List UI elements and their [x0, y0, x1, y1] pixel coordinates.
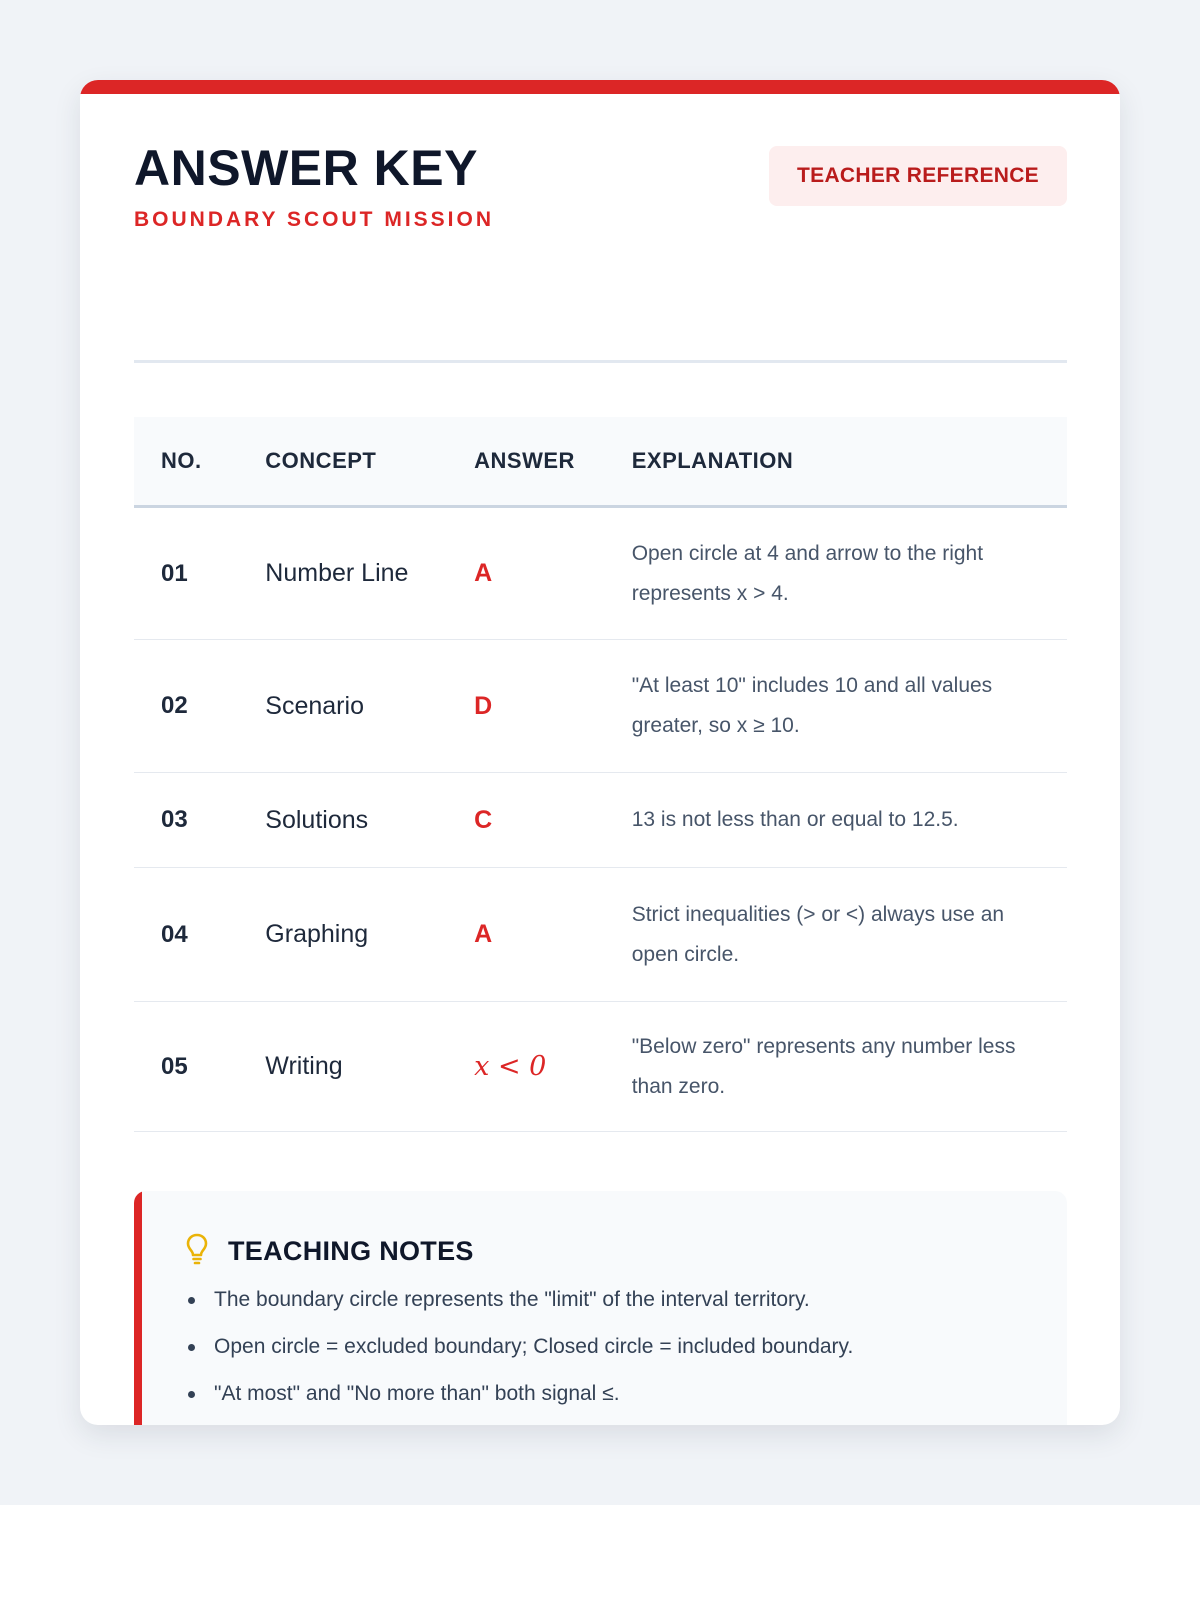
- row-answer: x < 0: [474, 1002, 632, 1132]
- card-header: [134, 134, 1067, 262]
- notes-accent-bar: [134, 1191, 142, 1425]
- note-text: The boundary circle represents the "limit" of the interval territory.: [214, 1288, 810, 1311]
- notes-header: [184, 1231, 474, 1271]
- column-header-concept: CONCEPT: [265, 417, 474, 507]
- teacher-reference-badge: TEACHER REFERENCE: [769, 146, 1067, 206]
- note-text: Open circle = excluded boundary; Closed circle = included boundary.: [214, 1335, 854, 1358]
- bullet-icon: [188, 1391, 195, 1398]
- table-row: [134, 507, 1067, 640]
- notes-list: [182, 1283, 853, 1424]
- row-concept: Number Line: [265, 507, 474, 640]
- table-header-row: [134, 417, 1067, 507]
- card-accent-bar: [80, 80, 1120, 94]
- row-explanation: Open circle at 4 and arrow to the right represents x > 4.: [632, 507, 1067, 640]
- table-row: [134, 773, 1067, 868]
- header-divider: [134, 360, 1067, 363]
- answer-key-card: [80, 80, 1120, 1425]
- row-number: 04: [134, 868, 265, 1002]
- row-concept: Scenario: [265, 640, 474, 773]
- column-header-no: NO.: [134, 417, 265, 507]
- column-header-answer: ANSWER: [474, 417, 632, 507]
- lightbulb-icon: [184, 1232, 228, 1271]
- row-concept: Graphing: [265, 868, 474, 1002]
- row-explanation: 13 is not less than or equal to 12.5.: [632, 773, 1067, 868]
- row-number: 02: [134, 640, 265, 773]
- row-explanation: Strict inequalities (> or <) always use an open circle.: [632, 868, 1067, 1002]
- note-text: "At most" and "No more than" both signal ≤.: [214, 1382, 620, 1405]
- column-header-explanation: EXPLANATION: [632, 417, 1067, 507]
- page-title: ANSWER KEY: [134, 140, 478, 196]
- row-number: 03: [134, 773, 265, 868]
- table-row: [134, 868, 1067, 1002]
- teaching-notes-panel: [134, 1191, 1067, 1425]
- table-row: [134, 640, 1067, 773]
- row-answer: A: [474, 868, 632, 1002]
- list-item: [182, 1283, 853, 1330]
- row-answer: A: [474, 507, 632, 640]
- notes-title: TEACHING NOTES: [228, 1235, 474, 1266]
- row-concept: Writing: [265, 1002, 474, 1132]
- row-concept: Solutions: [265, 773, 474, 868]
- bullet-icon: [188, 1297, 195, 1304]
- card-content: [134, 134, 1067, 1405]
- row-number: 05: [134, 1002, 265, 1132]
- row-answer: C: [474, 773, 632, 868]
- bullet-icon: [188, 1344, 195, 1351]
- answer-table: [134, 417, 1067, 1132]
- list-item: [182, 1330, 853, 1377]
- row-explanation: "At least 10" includes 10 and all values greater, so x ≥ 10.: [632, 640, 1067, 773]
- row-explanation: "Below zero" represents any number less than zero.: [632, 1002, 1067, 1132]
- row-answer: D: [474, 640, 632, 773]
- row-number: 01: [134, 507, 265, 640]
- table-row: [134, 1002, 1067, 1132]
- list-item: [182, 1377, 853, 1424]
- page-subtitle: BOUNDARY SCOUT MISSION: [134, 208, 495, 231]
